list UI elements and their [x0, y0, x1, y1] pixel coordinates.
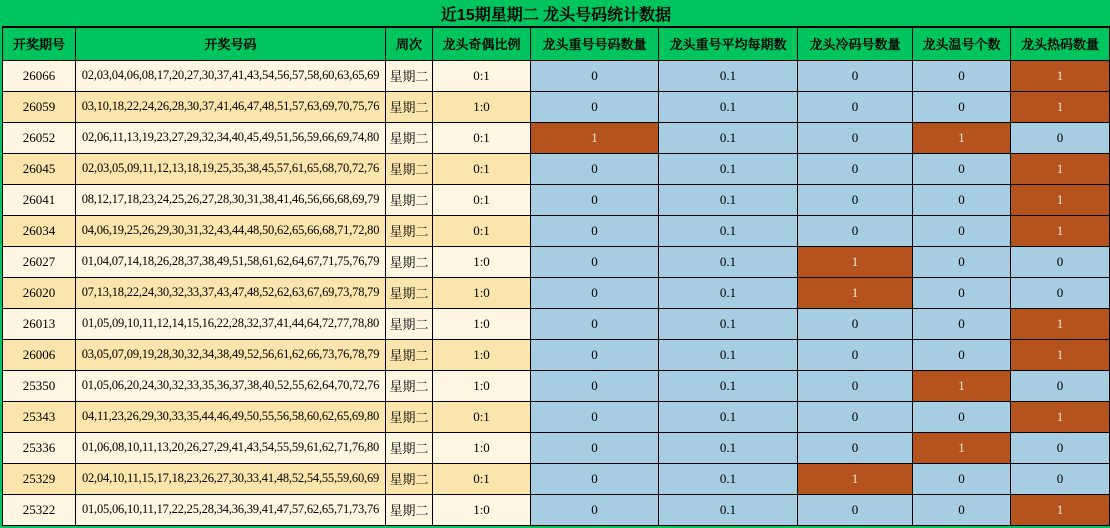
cell-hot-count: 1	[1011, 91, 1110, 122]
cell-warm-count: 1	[913, 432, 1011, 463]
cell-period: 25350	[3, 370, 76, 401]
cell-repeat-count: 0	[531, 153, 659, 184]
cell-numbers: 01,05,06,20,24,30,32,33,35,36,37,38,40,52,55,62,64,70,72,76	[76, 370, 386, 401]
cell-warm-count: 0	[913, 60, 1011, 91]
cell-odd-even-ratio: 1:0	[433, 246, 531, 277]
cell-repeat-count: 0	[531, 308, 659, 339]
cell-repeat-avg: 0.1	[659, 91, 798, 122]
cell-week: 星期二	[386, 60, 433, 91]
cell-repeat-count: 0	[531, 184, 659, 215]
cell-hot-count: 1	[1011, 308, 1110, 339]
cell-period: 25343	[3, 401, 76, 432]
cell-week: 星期二	[386, 339, 433, 370]
cell-hot-count: 1	[1011, 153, 1110, 184]
cell-cold-count: 0	[798, 308, 913, 339]
cell-period: 26027	[3, 246, 76, 277]
cell-repeat-count: 0	[531, 60, 659, 91]
cell-numbers: 02,03,05,09,11,12,13,18,19,25,35,38,45,57,61,65,68,70,72,76	[76, 153, 386, 184]
cell-cold-count: 1	[798, 246, 913, 277]
cell-hot-count: 0	[1011, 277, 1110, 308]
cell-repeat-avg: 0.1	[659, 494, 798, 525]
cell-period: 26066	[3, 60, 76, 91]
cell-week: 星期二	[386, 153, 433, 184]
cell-numbers: 01,04,07,14,18,26,28,37,38,49,51,58,61,62,64,67,71,75,76,79	[76, 246, 386, 277]
cell-cold-count: 0	[798, 215, 913, 246]
cell-hot-count: 1	[1011, 401, 1110, 432]
cell-odd-even-ratio: 0:1	[433, 122, 531, 153]
cell-repeat-count: 0	[531, 91, 659, 122]
cell-period: 25322	[3, 494, 76, 525]
cell-repeat-count: 0	[531, 494, 659, 525]
cell-hot-count: 1	[1011, 494, 1110, 525]
cell-period: 26013	[3, 308, 76, 339]
page-title: 近15期星期二 龙头号码统计数据	[3, 0, 1110, 27]
table-row	[3, 153, 1110, 184]
cell-repeat-avg: 0.1	[659, 277, 798, 308]
title-row	[3, 0, 1110, 27]
header-row	[3, 27, 1110, 60]
cell-odd-even-ratio: 0:1	[433, 60, 531, 91]
cell-numbers: 02,06,11,13,19,23,27,29,32,34,40,45,49,51,56,59,66,69,74,80	[76, 122, 386, 153]
cell-repeat-avg: 0.1	[659, 122, 798, 153]
cell-repeat-count: 0	[531, 401, 659, 432]
cell-odd-even-ratio: 1:0	[433, 339, 531, 370]
cell-period: 26052	[3, 122, 76, 153]
table-row	[3, 60, 1110, 91]
cell-warm-count: 1	[913, 122, 1011, 153]
cell-week: 星期二	[386, 91, 433, 122]
cell-repeat-count: 0	[531, 463, 659, 494]
cell-warm-count: 0	[913, 308, 1011, 339]
cell-repeat-avg: 0.1	[659, 401, 798, 432]
cell-numbers: 03,05,07,09,19,28,30,32,34,38,49,52,56,61,62,66,73,76,78,79	[76, 339, 386, 370]
col-header-hot-count: 龙头热码数量	[1011, 27, 1110, 60]
cell-cold-count: 0	[798, 184, 913, 215]
cell-hot-count: 0	[1011, 246, 1110, 277]
cell-cold-count: 0	[798, 432, 913, 463]
cell-odd-even-ratio: 1:0	[433, 277, 531, 308]
cell-numbers: 02,04,10,11,15,17,18,23,26,27,30,33,41,48,52,54,55,59,60,69	[76, 463, 386, 494]
cell-odd-even-ratio: 1:0	[433, 308, 531, 339]
table-row	[3, 494, 1110, 525]
cell-week: 星期二	[386, 277, 433, 308]
cell-numbers: 01,05,09,10,11,12,14,15,16,22,28,32,37,41,44,64,72,77,78,80	[76, 308, 386, 339]
cell-numbers: 01,06,08,10,11,13,20,26,27,29,41,43,54,55,59,61,62,71,76,80	[76, 432, 386, 463]
table-row	[3, 339, 1110, 370]
table-row	[3, 463, 1110, 494]
cell-week: 星期二	[386, 184, 433, 215]
cell-hot-count: 0	[1011, 463, 1110, 494]
table-row	[3, 432, 1110, 463]
cell-cold-count: 0	[798, 339, 913, 370]
cell-numbers: 04,11,23,26,29,30,33,35,44,46,49,50,55,56,58,60,62,65,69,80	[76, 401, 386, 432]
cell-repeat-avg: 0.1	[659, 246, 798, 277]
cell-cold-count: 0	[798, 153, 913, 184]
col-header-week: 周次	[386, 27, 433, 60]
cell-week: 星期二	[386, 463, 433, 494]
cell-period: 26059	[3, 91, 76, 122]
cell-repeat-count: 1	[531, 122, 659, 153]
cell-repeat-count: 0	[531, 215, 659, 246]
cell-period: 25329	[3, 463, 76, 494]
cell-repeat-avg: 0.1	[659, 184, 798, 215]
table-row	[3, 215, 1110, 246]
cell-odd-even-ratio: 0:1	[433, 401, 531, 432]
cell-warm-count: 0	[913, 494, 1011, 525]
table-row	[3, 308, 1110, 339]
cell-hot-count: 1	[1011, 215, 1110, 246]
cell-numbers: 03,10,18,22,24,26,28,30,37,41,46,47,48,51,57,63,69,70,75,76	[76, 91, 386, 122]
table-row	[3, 401, 1110, 432]
cell-odd-even-ratio: 1:0	[433, 432, 531, 463]
cell-cold-count: 0	[798, 91, 913, 122]
cell-repeat-count: 0	[531, 432, 659, 463]
table-row	[3, 246, 1110, 277]
cell-warm-count: 0	[913, 246, 1011, 277]
cell-warm-count: 0	[913, 277, 1011, 308]
cell-odd-even-ratio: 0:1	[433, 463, 531, 494]
cell-week: 星期二	[386, 432, 433, 463]
table-row	[3, 184, 1110, 215]
cell-numbers: 04,06,19,25,26,29,30,31,32,43,44,48,50,62,65,66,68,71,72,80	[76, 215, 386, 246]
table-body	[3, 60, 1110, 525]
cell-week: 星期二	[386, 215, 433, 246]
cell-week: 星期二	[386, 494, 433, 525]
cell-warm-count: 0	[913, 153, 1011, 184]
cell-warm-count: 1	[913, 370, 1011, 401]
col-header-repeat-count: 龙头重号号码数量	[531, 27, 659, 60]
stats-table	[2, 0, 1110, 526]
cell-odd-even-ratio: 1:0	[433, 91, 531, 122]
cell-week: 星期二	[386, 246, 433, 277]
cell-hot-count: 0	[1011, 432, 1110, 463]
col-header-numbers: 开奖号码	[76, 27, 386, 60]
cell-numbers: 07,13,18,22,24,30,32,33,37,43,47,48,52,62,63,67,69,73,78,79	[76, 277, 386, 308]
table-row	[3, 370, 1110, 401]
cell-repeat-avg: 0.1	[659, 463, 798, 494]
cell-repeat-count: 0	[531, 370, 659, 401]
cell-repeat-avg: 0.1	[659, 432, 798, 463]
table-row	[3, 277, 1110, 308]
cell-week: 星期二	[386, 370, 433, 401]
cell-cold-count: 0	[798, 122, 913, 153]
table-row	[3, 91, 1110, 122]
cell-week: 星期二	[386, 401, 433, 432]
cell-period: 25336	[3, 432, 76, 463]
cell-hot-count: 0	[1011, 122, 1110, 153]
col-header-cold-count: 龙头冷码号数量	[798, 27, 913, 60]
cell-repeat-avg: 0.1	[659, 60, 798, 91]
cell-numbers: 08,12,17,18,23,24,25,26,27,28,30,31,38,41,46,56,66,68,69,79	[76, 184, 386, 215]
col-header-warm-count: 龙头温号个数	[913, 27, 1011, 60]
cell-warm-count: 0	[913, 401, 1011, 432]
col-header-odd-even-ratio: 龙头奇偶比例	[433, 27, 531, 60]
cell-odd-even-ratio: 1:0	[433, 370, 531, 401]
cell-week: 星期二	[386, 308, 433, 339]
cell-repeat-count: 0	[531, 277, 659, 308]
cell-period: 26045	[3, 153, 76, 184]
cell-odd-even-ratio: 0:1	[433, 184, 531, 215]
cell-odd-even-ratio: 0:1	[433, 153, 531, 184]
col-header-repeat-avg: 龙头重号平均每期数	[659, 27, 798, 60]
cell-numbers: 01,05,06,10,11,17,22,25,28,34,36,39,41,47,57,62,65,71,73,76	[76, 494, 386, 525]
cell-period: 26041	[3, 184, 76, 215]
cell-warm-count: 0	[913, 339, 1011, 370]
cell-cold-count: 1	[798, 463, 913, 494]
cell-repeat-avg: 0.1	[659, 339, 798, 370]
cell-warm-count: 0	[913, 184, 1011, 215]
cell-numbers: 02,03,04,06,08,17,20,27,30,37,41,43,54,56,57,58,60,63,65,69	[76, 60, 386, 91]
cell-hot-count: 1	[1011, 184, 1110, 215]
cell-repeat-count: 0	[531, 246, 659, 277]
cell-cold-count: 1	[798, 277, 913, 308]
cell-cold-count: 0	[798, 401, 913, 432]
cell-warm-count: 0	[913, 463, 1011, 494]
cell-period: 26006	[3, 339, 76, 370]
cell-repeat-avg: 0.1	[659, 215, 798, 246]
cell-repeat-count: 0	[531, 339, 659, 370]
cell-repeat-avg: 0.1	[659, 308, 798, 339]
cell-repeat-avg: 0.1	[659, 153, 798, 184]
table-row	[3, 122, 1110, 153]
cell-cold-count: 0	[798, 370, 913, 401]
cell-cold-count: 0	[798, 494, 913, 525]
cell-hot-count: 1	[1011, 339, 1110, 370]
cell-repeat-avg: 0.1	[659, 370, 798, 401]
cell-period: 26034	[3, 215, 76, 246]
cell-odd-even-ratio: 0:1	[433, 215, 531, 246]
cell-week: 星期二	[386, 122, 433, 153]
cell-period: 26020	[3, 277, 76, 308]
cell-warm-count: 0	[913, 215, 1011, 246]
cell-cold-count: 0	[798, 60, 913, 91]
cell-warm-count: 0	[913, 91, 1011, 122]
cell-hot-count: 0	[1011, 370, 1110, 401]
col-header-period: 开奖期号	[3, 27, 76, 60]
cell-hot-count: 1	[1011, 60, 1110, 91]
cell-odd-even-ratio: 1:0	[433, 494, 531, 525]
